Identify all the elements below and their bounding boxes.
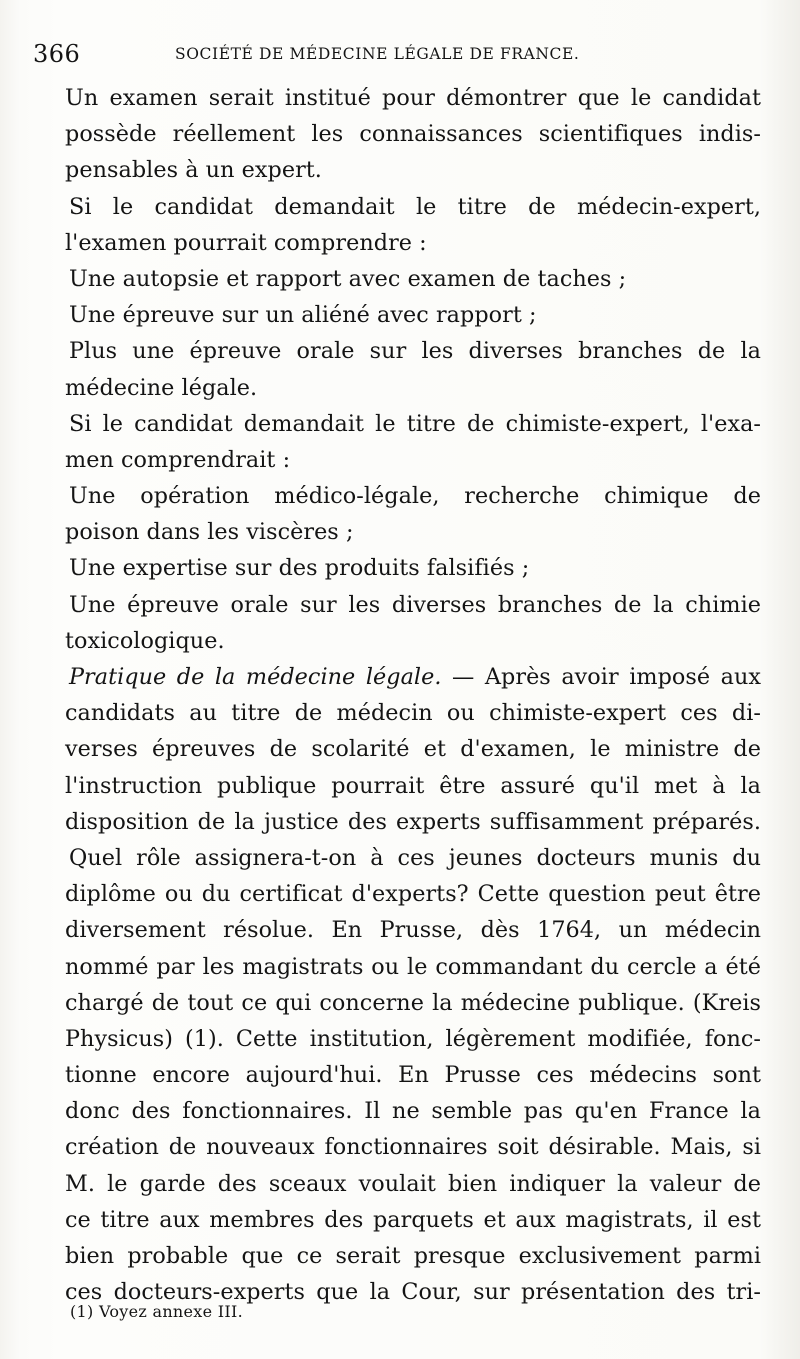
text-line: Une épreuve orale sur les diverses branches de la chimie [69, 591, 761, 618]
text-line: Une expertise sur des produits falsifiés ; [69, 555, 530, 582]
text-line: ce titre aux membres des parquets et aux magistrats, il est [65, 1206, 761, 1233]
body-text [65, 80, 761, 1310]
text-line: M. le garde des sceaux voulait bien indiquer la valeur de [65, 1170, 761, 1197]
text-line: Quel rôle assignera-t-on à ces jeunes docteurs munis du [69, 844, 761, 871]
text-line: médecine légale. [65, 374, 258, 401]
text-line: Une autopsie et rapport avec examen de taches ; [69, 265, 627, 292]
page-number: 366 [33, 40, 81, 68]
text-line: Si le candidat demandait le titre de médecin-expert, [69, 193, 761, 220]
text-line: toxicologique. [65, 627, 225, 654]
text-line: chargé de tout ce qui concerne la médecine publique. (Kreis [65, 989, 761, 1016]
text-line: l'examen pourrait comprendre : [65, 229, 427, 256]
text-line: possède réellement les connaissances scientifiques indis- [65, 121, 761, 148]
text-line: Un examen serait institué pour démontrer que le candidat [65, 85, 761, 111]
text-line: l'instruction publique pourrait être assuré qu'il met à la [65, 772, 761, 799]
text-line: poison dans les viscères ; [65, 519, 354, 546]
text-line: Une épreuve sur un aliéné avec rapport ; [69, 302, 537, 329]
text-line: candidats au titre de médecin ou chimiste-expert ces di- [65, 700, 761, 727]
text-line: diversement résolue. En Prusse, dès 1764, un médecin [65, 917, 761, 944]
text-line: tionne encore aujourd'hui. En Prusse ces médecins sont [65, 1062, 761, 1089]
text-line: diplôme ou du certificat d'experts? Cette question peut être [65, 881, 761, 908]
text-line: ces docteurs-experts que la Cour, sur présentation des tri- [65, 1279, 761, 1306]
section-heading: Pratique de la médecine légale. [69, 664, 442, 690]
text-line: création de nouveaux fonctionnaires soit désirable. Mais, si [65, 1134, 761, 1161]
text-line: nommé par les magistrats ou le commandant du cercle a été [65, 953, 761, 980]
running-title: SOCIÉTÉ DE MÉDECINE LÉGALE DE FRANCE. [175, 45, 580, 63]
text-line: donc des fonctionnaires. Il ne semble pas qu'en France la [65, 1098, 761, 1125]
text-line: bien probable que ce serait presque exclusivement parmi [65, 1243, 761, 1269]
text-line: disposition de la justice des experts suffisamment préparés. [65, 808, 761, 835]
text-line: Physicus) (1). Cette institution, légèrement modifiée, fonc- [65, 1025, 761, 1052]
text-line: Si le candidat demandait le titre de chimiste-expert, l'exa- [69, 410, 761, 437]
text-line: verses épreuves de scolarité et d'examen, le ministre de [65, 736, 761, 763]
text-line: Plus une épreuve orale sur les diverses branches de la [69, 338, 761, 365]
text-line: pensables à un expert. [65, 157, 322, 184]
text-line [65, 659, 761, 695]
footnote: (1) Voyez annexe III. [70, 1302, 244, 1321]
section-text: — Après avoir imposé aux [452, 664, 762, 690]
text-line: men comprendrait : [65, 446, 291, 473]
page-header [33, 38, 773, 72]
text-line: Une opération médico-légale, recherche chimique de [69, 483, 761, 510]
